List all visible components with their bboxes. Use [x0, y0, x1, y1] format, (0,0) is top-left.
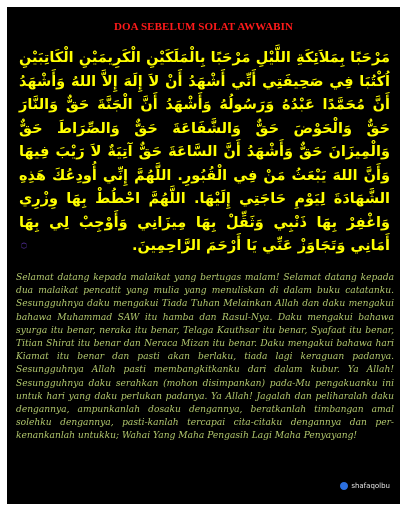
- arabic-dua-text: مَرْحَبًا بِمَلاَئِكَةِ اللَّيْلِ مَرْحَبًا بِالْمَلَكَيْنِ الْكَرِيمَيْنِ الْكَاتِبَيْنِ اُكْتُبَا فِي صَحِيفَتِي أَنِّي أَشْهَدُ أَنْ لاَ إِلَهَ إِلاَّ اللهُ وَأَشْهَدُ أَنَّ مُحَمَّدًا عَبْدُهُ وَرَسُولُهُ وَأَشْهَدُ أَنَّ الْجَنَّةَ حَقٌّ وَالنَّارَ حَقٌّ وَالْحَوْضَ حَقٌّ وَالشَّفَاعَةَ حَقٌّ وَالصِّرَاطَ حَقٌّ وَالْمِيزَانَ حَقٌّ وَأَشْهَدُ أَنَّ السَّاعَةَ حَقٌّ آتِيَةٌ لاَ رَيْبَ فِيهَا وَأَنَّ اللهَ يَبْعَثُ مَنْ فِي الْقُبُورِ. اللَّهُمَّ إِنِّي أُودِعُكَ هَذِهِ الشَّهَادَةَ لِيَوْمِ حَاجَتِي إِلَيْهَا. اللَّهُمَّ احْطُطْ بِهَا وِزْرِي وَاغْفِرْ بِهَا ذَنْبِي وَثَقِّلْ بِهَا مِيزَانِي وَأَوْجِبْ لِي بِهَا أَمَانِي وَتَجَاوَزْ عَنِّي يَا أَرْحَمَ الرَّاحِمِينَ.: [19, 50, 390, 254]
- dua-page: [7, 7, 400, 504]
- page-title: DOA SEBELUM SOLAT AWWABIN: [113, 21, 294, 33]
- credit-watermark: [340, 482, 390, 490]
- credit-text: shafaqolbu: [351, 482, 390, 490]
- globe-icon: [340, 482, 348, 490]
- malay-translation: Selamat datang kepada malaikat yang bertugas malam! Selamat datang kepada dua malaikat pencatit yang mulia yang menuliskan di dalam buku catatanku. Sesungguhnya daku mengakui Tiada Tuhan Melainkan Allah dan daku mengakui bahawa Muhammad SAW itu hamba dan Rasul-Nya. Daku mengakui bahawa syurga itu benar, neraka itu benar, Telaga Kauthsar itu benar, Syafaat itu benar, Titian Shirat itu benar dan Neraca Mizan itu benar. Daku mengakui bahawa hari Kiamat itu benar dan pasti akan berlaku, tiada lagi keraguan padanya. Sesungguhnya Allah pasti membangkitkanku dari dalam kubur. Ya Allah! Sesungguhnya daku serahkan (mohon disimpankan) pada-Mu pengakuanku ini untuk hari yang daku perlukan padanya. Ya Allah! Jagalah dan peliharalah daku dengannya, ampunkanlah dosaku dengannya, beratkanlah timbangan amal solehku dengannya, pasti-kanlah tercapai cita-citaku dengannya dan per-kenankanlah untukku; Wahai Yang Maha Pengasih Lagi Maha Penyayang!: [16, 273, 394, 442]
- verse-end-marker: ۝: [21, 239, 27, 250]
